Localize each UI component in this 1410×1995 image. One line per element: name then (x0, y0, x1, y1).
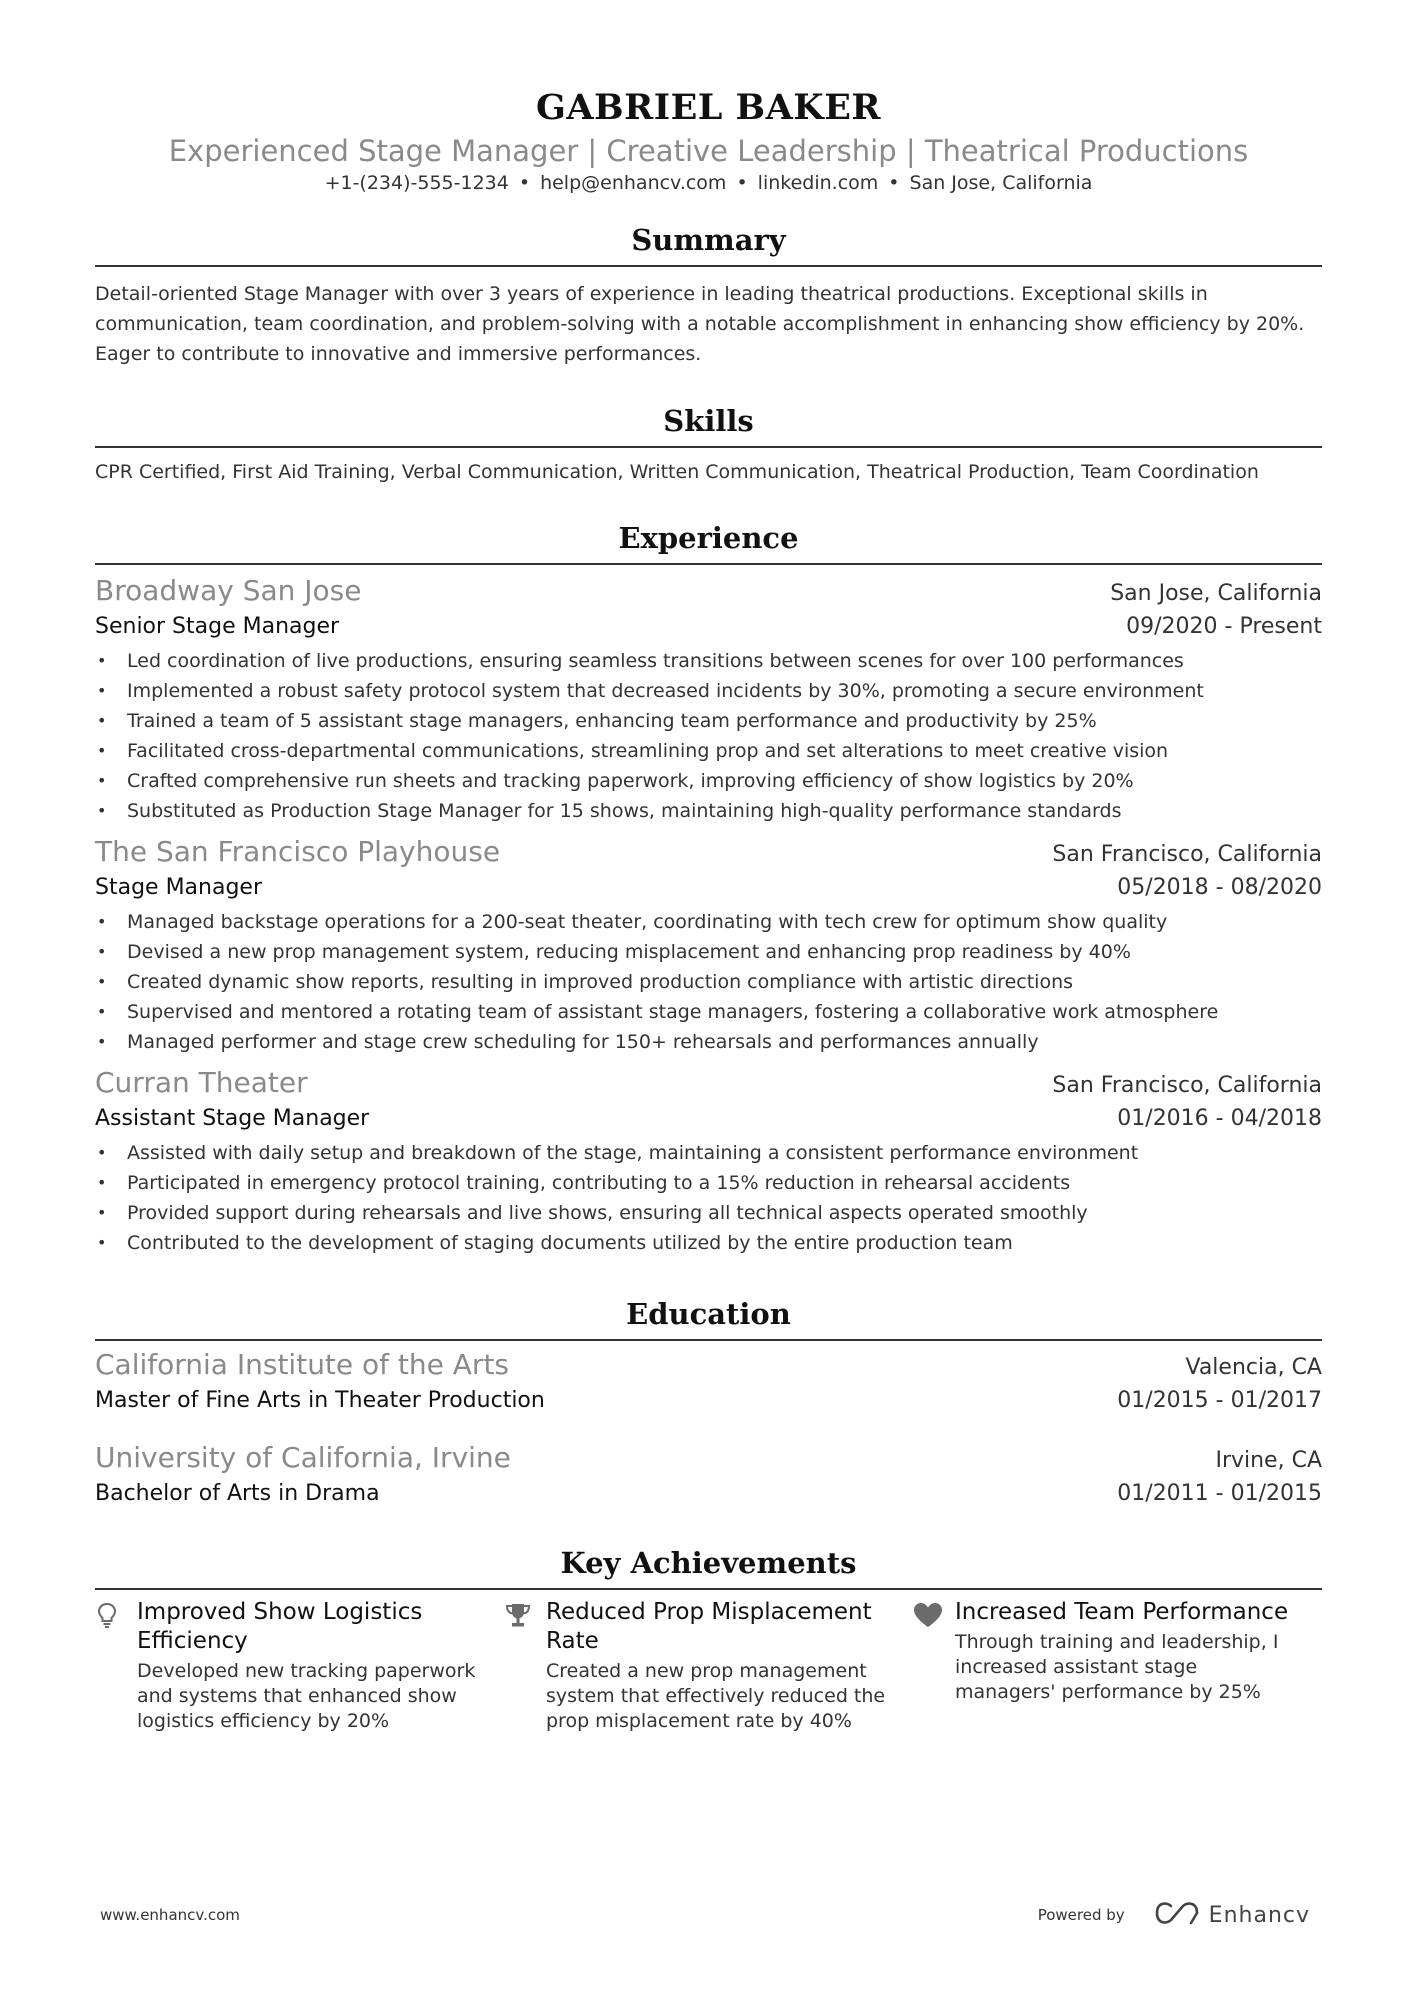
job-role: Stage Manager (95, 875, 262, 900)
bullet-item: • Created dynamic show reports, resulting in improved production compliance with artistic directions (95, 967, 1322, 997)
company-name: The San Francisco Playhouse (95, 835, 501, 868)
contact-email[interactable]: help@enhancv.com (540, 172, 727, 194)
education-entry-subheader (95, 1386, 1322, 1416)
achievement-body (955, 1598, 1300, 1734)
achievement-description: Created a new prop management system that effectively reduced the prop misplacement rate by 40% (546, 1660, 886, 1732)
trophy-icon (504, 1598, 546, 1734)
education-dates: 01/2011 - 01/2015 (1117, 1481, 1322, 1506)
section-divider (95, 1339, 1322, 1341)
powered-by-label: Powered by (1037, 1906, 1125, 1924)
job-bullets (95, 1138, 1322, 1258)
section-divider (95, 563, 1322, 565)
bullet-item: • Led coordination of live productions, ensuring seamless transitions between scenes for over 100 performances (95, 646, 1322, 676)
degree: Master of Fine Arts in Theater Production (95, 1388, 545, 1413)
experience-section (95, 518, 1322, 1258)
experience-entry-subheader (95, 612, 1322, 642)
job-location: San Francisco, California (1052, 1073, 1322, 1098)
contact-line (95, 170, 1322, 196)
job-location: San Francisco, California (1052, 842, 1322, 867)
achievement-item (95, 1598, 504, 1734)
experience-entry-header (95, 1065, 1322, 1104)
skills-text: CPR Certified, First Aid Training, Verbal Communication, Written Communication, Theatrical Production, Team Coordination (95, 461, 1259, 483)
experience-entry (95, 834, 1322, 1057)
experience-entry-header (95, 573, 1322, 612)
bullet-item: • Implemented a robust safety protocol system that decreased incidents by 30%, promoting a secure environment (95, 676, 1322, 706)
bullet-item: • Devised a new prop management system, reducing misplacement and enhancing prop readiness by 40% (95, 937, 1322, 967)
section-divider (95, 446, 1322, 448)
job-bullets (95, 907, 1322, 1057)
achievement-title: Reduced Prop Misplacement Rate (546, 1599, 872, 1654)
achievement-description: Developed new tracking paperwork and systems that enhanced show logistics efficiency by 20% (137, 1660, 476, 1732)
bullet-item: • Managed performer and stage crew scheduling for 150+ rehearsals and performances annually (95, 1027, 1322, 1057)
page-footer (100, 1900, 1310, 1930)
section-divider (95, 1588, 1322, 1590)
summary-section (95, 220, 1322, 369)
contact-separator: • (518, 172, 531, 194)
education-dates: 01/2015 - 01/2017 (1117, 1388, 1322, 1413)
job-dates: 09/2020 - Present (1126, 614, 1322, 639)
section-title-education: Education (626, 1297, 791, 1331)
experience-entry (95, 1065, 1322, 1258)
bullet-item: • Assisted with daily setup and breakdown of the stage, maintaining a consistent performance environment (95, 1138, 1322, 1168)
job-dates: 01/2016 - 04/2018 (1117, 1106, 1322, 1131)
achievement-item (913, 1598, 1322, 1734)
contact-separator: • (888, 172, 900, 194)
bullet-item: • Supervised and mentored a rotating team of assistant stage managers, fostering a collaborative work atmosphere (95, 997, 1322, 1027)
contact-phone: +1-(234)-555-1234 (324, 172, 509, 194)
resume-header (95, 0, 1322, 196)
company-name: Broadway San Jose (95, 574, 362, 607)
bullet-item: • Participated in emergency protocol training, contributing to a 15% reduction in rehearsal accidents (95, 1168, 1322, 1198)
education-section (95, 1294, 1322, 1509)
bullet-item: • Substituted as Production Stage Manager for 15 shows, maintaining high-quality performance standards (95, 796, 1322, 826)
achievement-body (546, 1598, 891, 1734)
experience-entry (95, 573, 1322, 826)
school-name: University of California, Irvine (95, 1441, 511, 1474)
bullet-item: • Crafted comprehensive run sheets and tracking paperwork, improving efficiency of show logistics by 20% (95, 766, 1322, 796)
candidate-title: Experienced Stage Manager | Creative Leadership | Theatrical Productions (168, 134, 1249, 168)
heart-icon (913, 1598, 955, 1734)
education-entry-header (95, 1347, 1322, 1386)
achievement-title: Increased Team Performance (955, 1599, 1289, 1625)
skills-section (95, 401, 1322, 487)
resume-page (95, 0, 1322, 1734)
job-role: Assistant Stage Manager (95, 1106, 370, 1131)
school-name: California Institute of the Arts (95, 1348, 510, 1381)
education-entry-subheader (95, 1479, 1322, 1509)
experience-entry-header (95, 834, 1322, 873)
achievements-section (95, 1543, 1322, 1734)
education-entry (95, 1347, 1322, 1416)
job-location: San Jose, California (1110, 581, 1322, 606)
footer-branding (1038, 1900, 1310, 1930)
experience-entry-subheader (95, 873, 1322, 903)
lightbulb-icon (95, 1598, 137, 1734)
summary-text: Detail-oriented Stage Manager with over 3 years of experience in leading theatrical productions. Exceptional skills in communication, team coordination, and problem-solving with a notable accomplishment in enhancing show efficiency by 20%. Eager to contribute to innovative and immersive performances. (95, 283, 1305, 365)
education-entry (95, 1440, 1322, 1509)
achievement-description: Through training and leadership, I increased assistant stage managers' performance by 25% (955, 1631, 1279, 1703)
company-name: Curran Theater (95, 1066, 308, 1099)
job-bullets (95, 646, 1322, 826)
bullet-item: • Provided support during rehearsals and live shows, ensuring all technical aspects operated smoothly (95, 1198, 1322, 1228)
job-role: Senior Stage Manager (95, 614, 340, 639)
contact-separator: • (736, 172, 748, 194)
experience-entry-subheader (95, 1104, 1322, 1134)
brand-name: Enhancv (1208, 1902, 1310, 1928)
enhancv-logo-icon (1153, 1900, 1201, 1930)
school-location: Valencia, CA (1185, 1355, 1322, 1380)
contact-location: San Jose, California (909, 172, 1093, 194)
section-title-achievements: Key Achievements (560, 1546, 857, 1580)
bullet-item: • Trained a team of 5 assistant stage managers, enhancing team performance and productivity by 25% (95, 706, 1322, 736)
achievements-grid (95, 1598, 1322, 1734)
bullet-item: • Managed backstage operations for a 200-seat theater, coordinating with tech crew for optimum show quality (95, 907, 1322, 937)
degree: Bachelor of Arts in Drama (95, 1481, 380, 1506)
candidate-name: GABRIEL BAKER (536, 87, 881, 128)
job-dates: 05/2018 - 08/2020 (1117, 875, 1322, 900)
achievement-title: Improved Show Logistics Efficiency (137, 1599, 423, 1654)
section-title-skills: Skills (663, 404, 754, 438)
achievement-body (137, 1598, 482, 1734)
section-title-experience: Experience (618, 521, 799, 555)
footer-url[interactable]: www.enhancv.com (100, 1906, 240, 1924)
education-entry-header (95, 1440, 1322, 1479)
school-location: Irvine, CA (1215, 1448, 1322, 1473)
bullet-item: • Contributed to the development of staging documents utilized by the entire production team (95, 1228, 1322, 1258)
bullet-item: • Facilitated cross-departmental communications, streamlining prop and set alterations to meet creative vision (95, 736, 1322, 766)
contact-linkedin[interactable]: linkedin.com (757, 172, 879, 194)
section-title-summary: Summary (631, 223, 786, 257)
achievement-item (504, 1598, 913, 1734)
section-divider (95, 265, 1322, 267)
